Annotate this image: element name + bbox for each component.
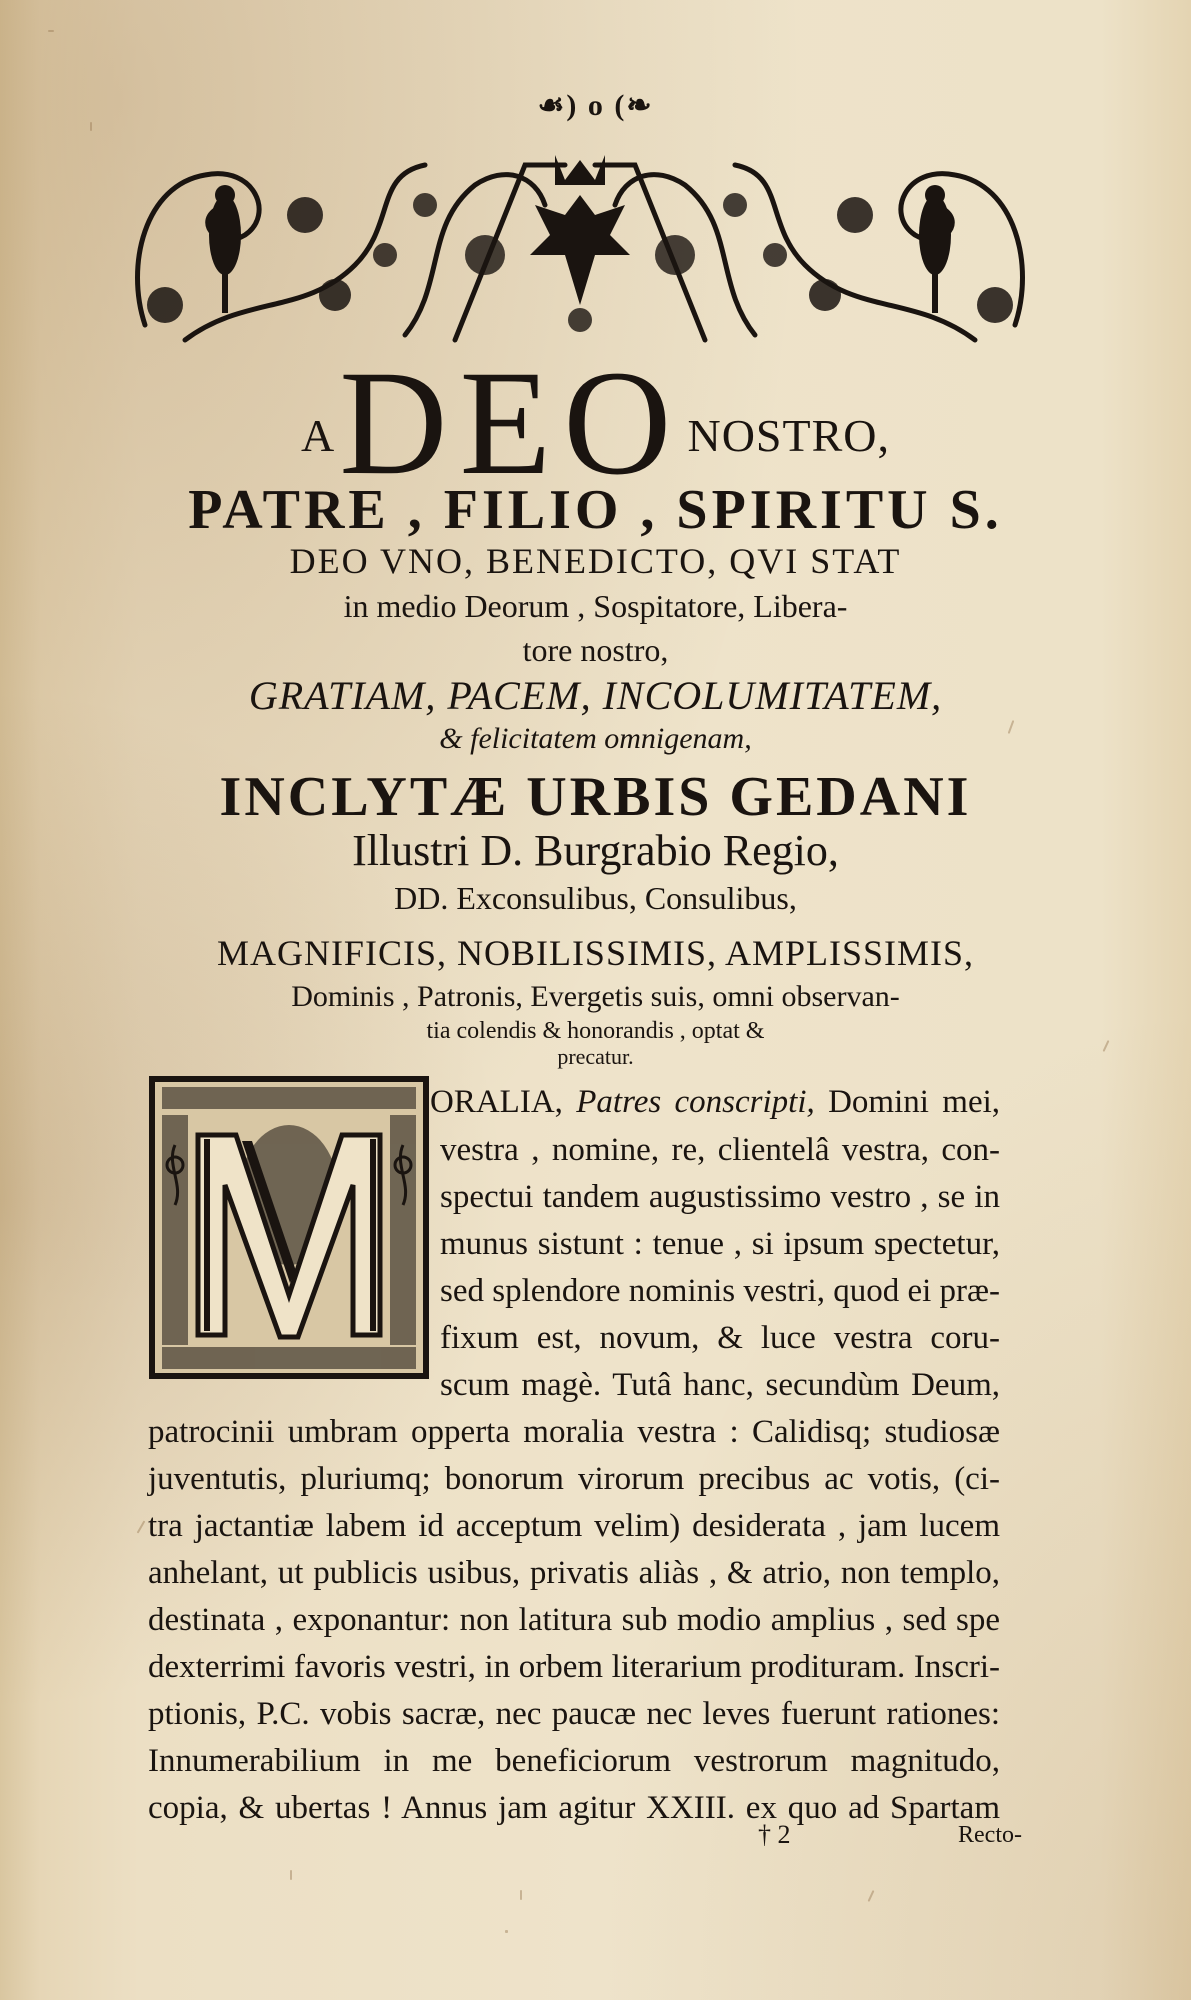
body-line-11: anhelant, ut publicis usibus, privatis aliàs , & atrio, non templo, — [148, 1555, 1000, 1591]
title-line-magnificis: MAGNIFICIS, NOBILISSIMIS, AMPLISSIMIS, — [216, 933, 975, 973]
body-line-5: sed splendore nominis vestri, quod ei præ- — [440, 1273, 1001, 1309]
body-line-8: patrocinii umbram opperta moralia vestra : Calidisq; studiosæ — [148, 1414, 1000, 1450]
title-line-a-deo-nostro — [0, 340, 1191, 506]
body-line-1-italic: Patres conscripti, — [576, 1084, 815, 1120]
paper-fleck — [137, 1520, 146, 1533]
paper-fleck — [520, 1890, 522, 1900]
title-line-colendis: tia colendis & honorandis , optat & — [426, 1018, 765, 1044]
title-prefix: A — [300, 410, 336, 461]
body-line-13: dexterrimi favoris vestri, in orbem literarium prodituram. Inscri- — [148, 1649, 1000, 1685]
title-line-illustri: Illustri D. Burgrabio Regio, — [352, 826, 839, 875]
title-line-in-medio: in medio Deorum , Sospitatore, Libera- — [343, 588, 848, 624]
title-line-deo-vno: DEO VNO, BENEDICTO, QVI STAT — [289, 541, 902, 581]
signature-mark: † 2 — [758, 1820, 791, 1849]
body-line-7: scum magè. Tutâ hanc, secundùm Deum, — [440, 1367, 1000, 1403]
paper-fleck — [48, 30, 54, 32]
title-deo: DEO — [339, 340, 684, 506]
paper-fleck — [90, 122, 92, 131]
paper-fleck — [868, 1890, 875, 1902]
title-suffix: NOSTRO, — [687, 410, 891, 461]
title-line-inclytae: INCLYTÆ URBIS GEDANI — [219, 766, 972, 828]
title-line-tore-nostro: tore nostro, — [522, 632, 669, 668]
title-line-felicitatem: & felicitatem omnigenam, — [439, 722, 752, 755]
title-line-patre-filio: PATRE , FILIO , SPIRITU S. — [188, 479, 1003, 541]
title-line-precatur: precatur. — [557, 1044, 634, 1069]
body-line-1 — [430, 1082, 1000, 1122]
body-line-4: munus sistunt : tenue , si ipsum spectetur, — [440, 1226, 1000, 1262]
running-head: ☙) o (❧ — [537, 89, 654, 122]
body-line-3: spectui tandem augustissimo vestro , se in — [440, 1179, 1000, 1215]
body-line-15: Innumerabilium in me beneficiorum vestrorum magnitudo, — [148, 1743, 1000, 1779]
title-line-exconsulibus: DD. Exconsulibus, Consulibus, — [394, 880, 797, 916]
drop-cap-m-icon — [148, 1075, 430, 1380]
body-line-10: tra jactantiæ labem id acceptum velim) desiderata , jam lucem — [148, 1508, 1000, 1544]
body-line-1-text: ORALIA, — [430, 1084, 577, 1120]
body-line-12: destinata , exponantur: non latitura sub modio amplius , sed spe — [148, 1602, 1000, 1638]
paper-fleck — [505, 1930, 508, 1933]
body-line-9: juventutis, pluriumq; bonorum virorum precibus ac votis, (ci- — [148, 1461, 1000, 1497]
catchword: Recto- — [958, 1822, 1022, 1848]
body-line-6: fixum est, novum, & luce vestra coru- — [440, 1320, 1000, 1356]
body-line-14: ptionis, P.C. vobis sacræ, nec paucæ nec leves fuerunt rationes: — [148, 1696, 1000, 1732]
paper-fleck — [290, 1870, 292, 1880]
title-line-gratiam: GRATIAM, PACEM, INCOLUMITATEM, — [248, 673, 943, 718]
body-line-16: copia, & ubertas ! Annus jam agitur XXIII. ex quo ad Spartam — [148, 1790, 1000, 1826]
title-line-dominis: Dominis , Patronis, Evergetis suis, omni observan- — [291, 980, 900, 1013]
body-line-2: vestra , nomine, re, clientelâ vestra, con- — [440, 1132, 1000, 1168]
body-line-1-rest: Domini mei, — [814, 1084, 1001, 1120]
ornamental-headpiece-icon — [125, 145, 1035, 345]
